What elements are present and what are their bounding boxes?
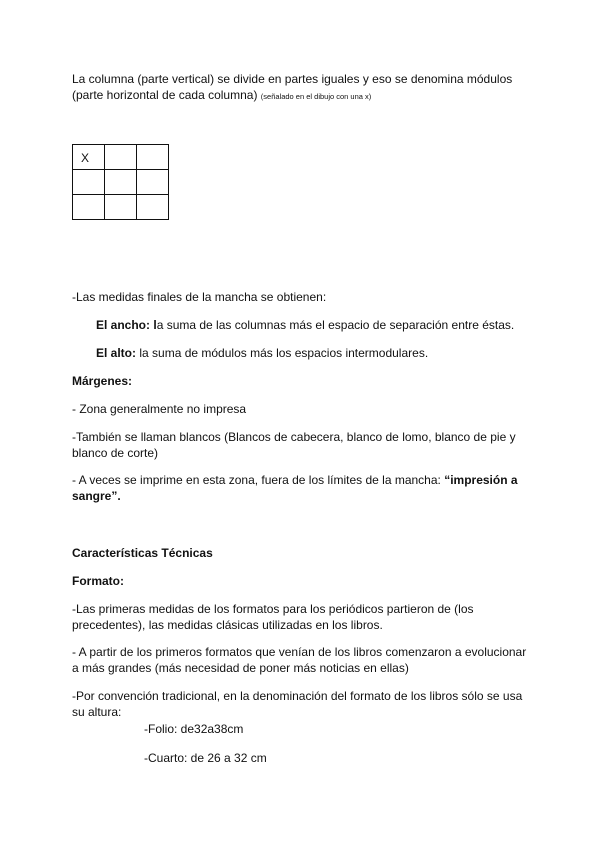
margenes-heading: Márgenes: — [72, 374, 133, 388]
formato-heading: Formato: — [72, 574, 124, 588]
grid-cell — [73, 195, 105, 220]
intro-line-1: La columna (parte vertical) se divide en partes iguales y eso se denomina módulos — [72, 72, 513, 86]
grid-cell — [137, 170, 169, 195]
margenes-item-2: -También se llaman blancos (Blancos de cabecera, blanco de lomo, blanco de pie y blanco de corte) — [72, 430, 516, 460]
intro-note: (señalado en el dibujo con una x) — [260, 92, 372, 101]
formato-item-1: -Las primeras medidas de los formatos para los periódicos partieron de (los precedentes), las medidas clásicas utilizadas en los libros. — [72, 602, 474, 632]
grid-cell — [105, 145, 137, 170]
grid-cell — [105, 170, 137, 195]
intro-line-2: (parte horizontal de cada columna) — [72, 88, 258, 102]
grid-cell-mark: X — [81, 151, 90, 165]
mancha-alto — [96, 345, 536, 361]
mancha-ancho-text: a suma de las columnas más el espacio de separación entre éstas. — [156, 318, 515, 332]
grid-cell — [73, 145, 105, 170]
formato-folio: -Folio: de32a38cm — [144, 722, 244, 736]
grid-row — [73, 195, 169, 220]
module-grid — [72, 144, 169, 220]
margenes-item-3 — [72, 472, 532, 504]
impresion-a-sangre: “impresión a sangre”. — [72, 473, 518, 503]
caracteristicas-heading: Características Técnicas — [72, 546, 213, 560]
grid-cell — [105, 195, 137, 220]
margenes-item-1: - Zona generalmente no impresa — [72, 402, 247, 416]
formato-item-3: -Por convención tradicional, en la denominación del formato de los libros sólo se usa su altura: — [72, 689, 523, 719]
mancha-alto-text: la suma de módulos más los espacios intermodulares. — [136, 346, 429, 360]
grid-row — [73, 145, 169, 170]
grid-cell — [137, 195, 169, 220]
grid-cell — [73, 170, 105, 195]
formato-item-2: - A partir de los primeros formatos que venían de los libros comenzaron a evolucionar a más grandes (más necesidad de poner más noticias en ellas) — [72, 645, 527, 675]
grid-row — [73, 170, 169, 195]
mancha-ancho — [96, 317, 536, 333]
mancha-ancho-label: El ancho: l — [96, 318, 157, 332]
mancha-alto-label: El alto: — [96, 346, 137, 360]
grid-cell — [137, 145, 169, 170]
intro-paragraph — [72, 71, 532, 105]
mancha-intro: -Las medidas finales de la mancha se obtienen: — [72, 290, 327, 304]
margenes-item-3-text: - A veces se imprime en esta zona, fuera de los límites de la mancha: — [72, 473, 445, 487]
formato-cuarto: -Cuarto: de 26 a 32 cm — [144, 751, 267, 765]
